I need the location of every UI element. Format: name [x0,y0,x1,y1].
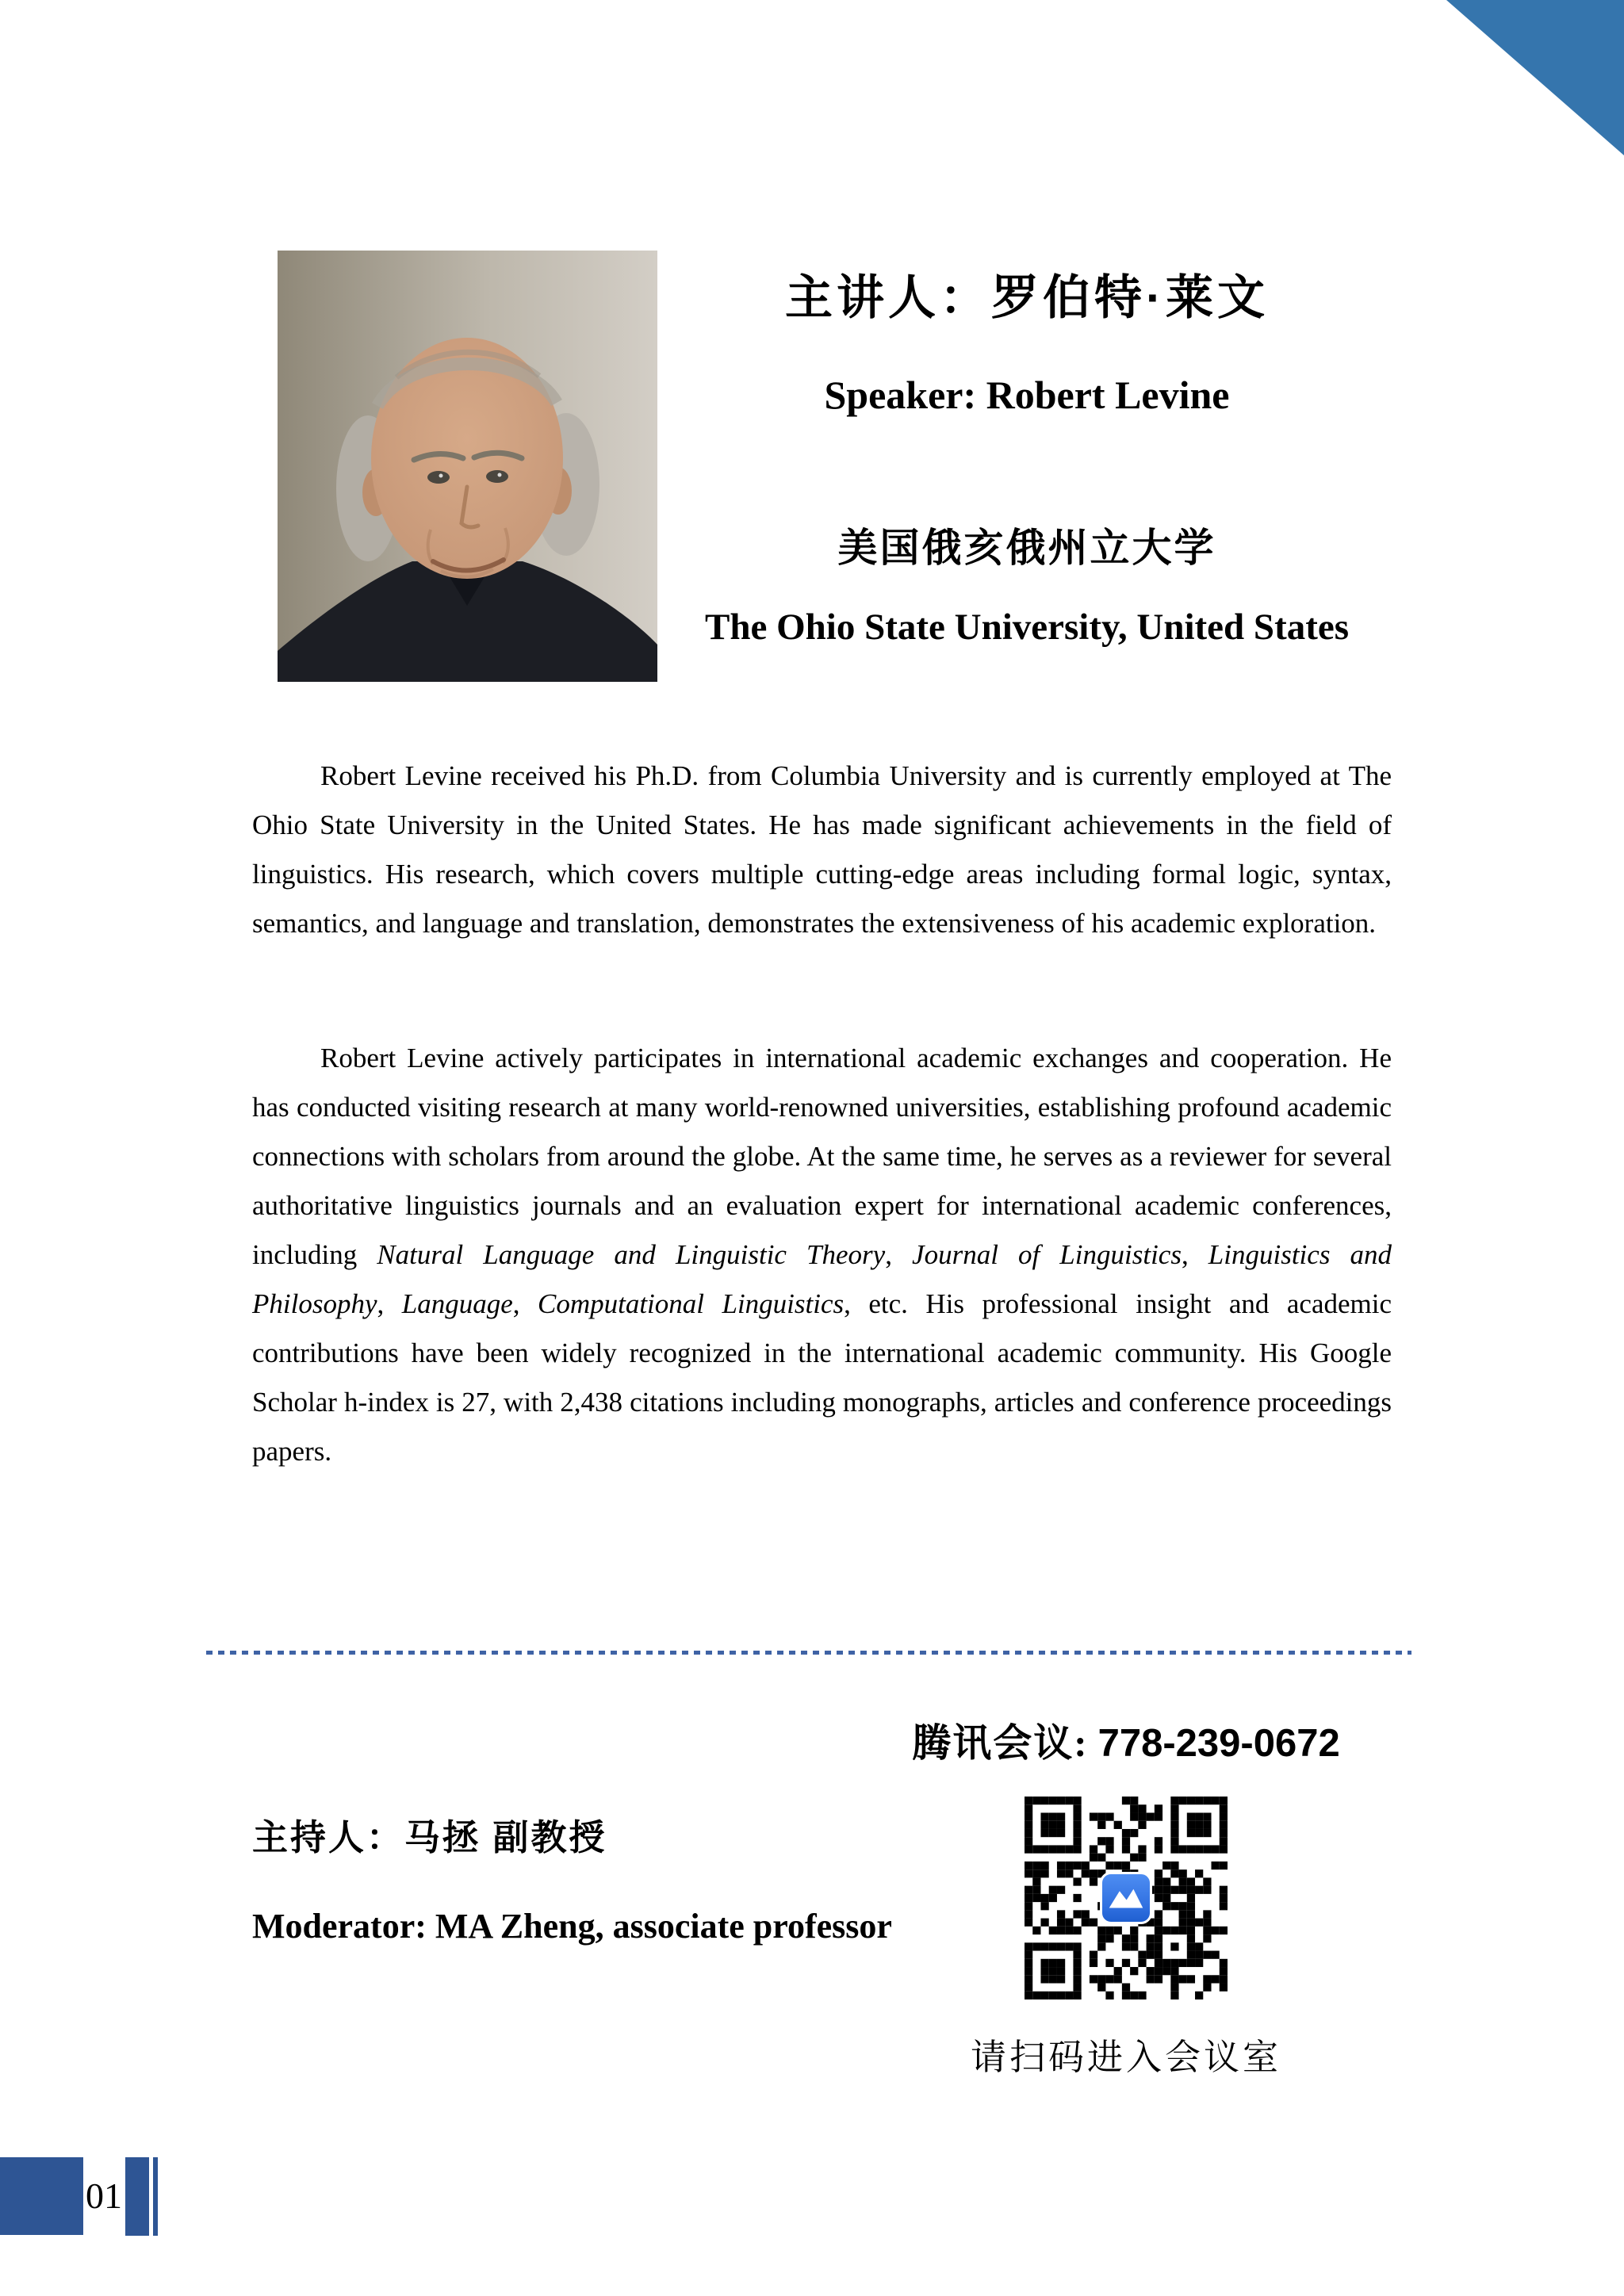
tencent-meeting-logo-icon [1100,1872,1152,1924]
dashed-divider [206,1651,1411,1655]
qr-code [1025,1797,1228,1999]
speaker-portrait-illustration [278,251,657,682]
corner-accent-triangle [1446,0,1624,155]
footer-accent-bar [125,2157,149,2236]
moderator-line-en: Moderator: MA Zheng, associate professor [252,1907,892,1946]
qr-caption: 请扫码进入会议室 [970,2038,1281,2077]
speaker-title-en: Speaker: Robert Levine [824,373,1230,417]
meeting-platform-label: 腾讯会议: [912,1721,1089,1765]
affiliation-zh: 美国俄亥俄州立大学 [837,526,1216,570]
bio-paragraph-2: Robert Levine actively participates in international academic exchanges and cooperation. He has conducted visiting research at many world-renowned universities, establishing profound academic connections with scholars from around the globe. At the same time, he serves as a reviewer for several authoritative linguistics journals and an evaluation expert for international academic conferences, including Natural Language and Linguistic Theory, Journal of Linguistics, Linguistics and Philosophy, Language, Computational Linguistics, etc. His professional insight and academic contributions have been widely recognized in the international academic community. His Google Scholar h-index is 27, with 2,438 citations including monographs, articles and conference proceedings papers. [252,1043,1392,1467]
affiliation-en: The Ohio State University, United States [704,607,1350,648]
meeting-id-line [872,1720,1380,1766]
mountain-m-glyph [1102,1874,1150,1922]
bio-paragraph-1: Robert Levine received his Ph.D. from Columbia University and is currently employed at The Ohio State University in the United States. He has made significant achievements in the field of linguistics. His research, which covers multiple cutting-edge areas including formal logic, syntax, semantics, and language and translation, demonstrates the extensiveness of his academic exploration. [252,760,1392,939]
biography-section [252,752,1392,1476]
speaker-photo [278,251,657,682]
header [658,0,1396,714]
moderator-line-zh: 主持人：马拯 副教授 [252,1817,607,1858]
footer-accent-bar-thin [153,2157,158,2236]
meeting-id: 778-239-0672 [1097,1722,1340,1765]
footer-accent-block [0,2157,83,2235]
speaker-title-zh: 主讲人：罗伯特·莱文 [785,271,1269,324]
page-number: 01 [86,2175,122,2216]
